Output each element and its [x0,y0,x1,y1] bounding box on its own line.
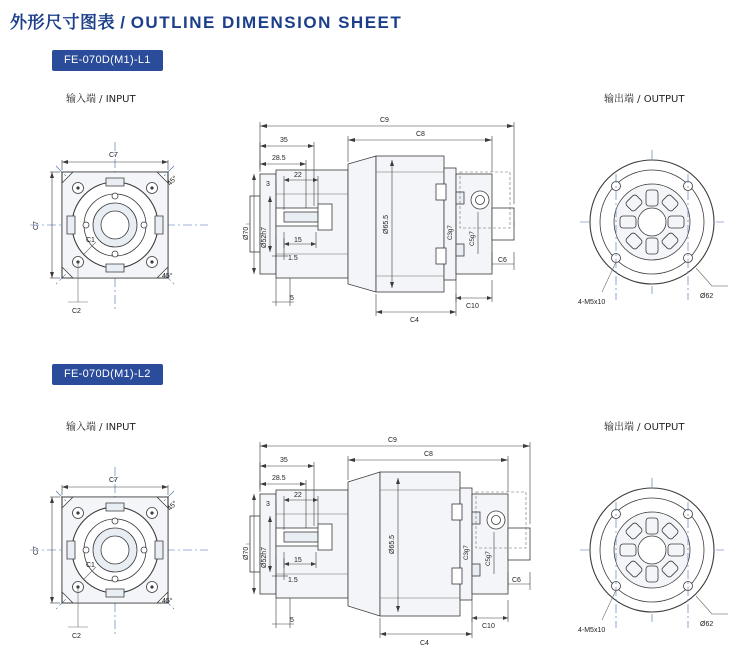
dim-c2-l2: C2 [72,633,81,640]
dim-c2-l1: C2 [72,308,81,315]
output-caption-l2: 输出端 / OUTPUT [604,422,685,433]
side-section-drawing-l1 [228,112,558,327]
dim-c4-l2: C4 [420,640,429,647]
dim-d52h7-l2: Ø52h7 [261,546,268,568]
dim-22-l2: 22 [294,492,302,499]
dim-3-l1: 3 [266,181,270,188]
dim-15-l1: 15 [294,237,302,244]
dim-c7-top-l1: C7 [109,152,118,159]
dim-c1-l1: C1 [86,237,95,244]
dim-5-l2: 5 [290,617,294,624]
dim-d655-l2: Ø65.5 [389,534,396,554]
dim-5-l1: 5 [290,295,294,302]
dim-c6-l1: C6 [498,257,507,264]
dim-c3g7-l1: C3g7 [447,225,454,240]
dim-c8-l1: C8 [416,131,425,138]
page-title [10,8,402,33]
dim-c9-l1: C9 [380,117,389,124]
dim-22-l1: 22 [294,172,302,179]
input-end-drawing-l2 [10,455,225,645]
dim-d62-l1: Ø62 [700,293,714,300]
dim-35-l1: 35 [280,137,288,144]
dim-15b-l2: 1.5 [288,577,298,584]
dim-4-m5x10-l2: 4-M5x10 [578,627,606,634]
angle-45-bottom-l1: 45° [162,273,173,280]
dim-c3g7-l2: C3g7 [463,545,470,560]
angle-45-bottom-l2: 45° [162,598,173,605]
dim-285-l2: 28.5 [272,475,286,482]
dim-c8-l2: C8 [424,451,433,458]
output-end-drawing-l1 [572,140,732,315]
dim-c9-l2: C9 [388,437,397,444]
input-caption-l2: 输入端 / INPUT [66,422,136,433]
dim-15b-l1: 1.5 [288,255,298,262]
page-title-separator: / [120,13,126,32]
dim-c6-l2: C6 [512,577,521,584]
dim-d62-l2: Ø62 [700,621,714,628]
page-title-en: OUTLINE DIMENSION SHEET [130,13,403,32]
dim-35-l2: 35 [280,457,288,464]
dim-d52h7-l1: Ø52h7 [261,226,268,248]
dim-c5g7-l1: C5g7 [469,231,476,246]
input-end-drawing-l1 [10,130,225,320]
output-caption-l1: 输出端 / OUTPUT [604,94,685,105]
dim-c7-top-l2: C7 [109,477,118,484]
dim-c5g7-l2: C5g7 [485,551,492,566]
angle-45-top-l1: 45° [166,174,179,188]
dim-c7-left-l1: C7 [33,221,40,230]
dim-4-m5x10-l1: 4-M5x10 [578,299,606,306]
output-end-drawing-l2 [572,468,732,648]
dim-c4-l1: C4 [410,317,419,324]
dim-3-l2: 3 [266,501,270,508]
dim-c10-l2: C10 [482,623,495,630]
input-caption-l1: 输入端 / INPUT [66,94,136,105]
dim-d70-l2: Ø70 [243,546,250,560]
dim-15-l2: 15 [294,557,302,564]
dim-c1-l2: C1 [86,562,95,569]
model-label-l2: FE-070D(M1)-L2 [52,364,163,385]
dim-c7-left-l2: C7 [33,546,40,555]
angle-45-top-l2: 45° [166,499,179,513]
dim-d70-l1: Ø70 [243,226,250,240]
side-section-drawing-l2 [228,432,558,650]
dim-d655-l1: Ø65.5 [383,214,390,234]
page-title-cn: 外形尺寸图表 [10,13,115,33]
model-label-l1: FE-070D(M1)-L1 [52,50,163,71]
dim-285-l1: 28.5 [272,155,286,162]
dim-c10-l1: C10 [466,303,479,310]
